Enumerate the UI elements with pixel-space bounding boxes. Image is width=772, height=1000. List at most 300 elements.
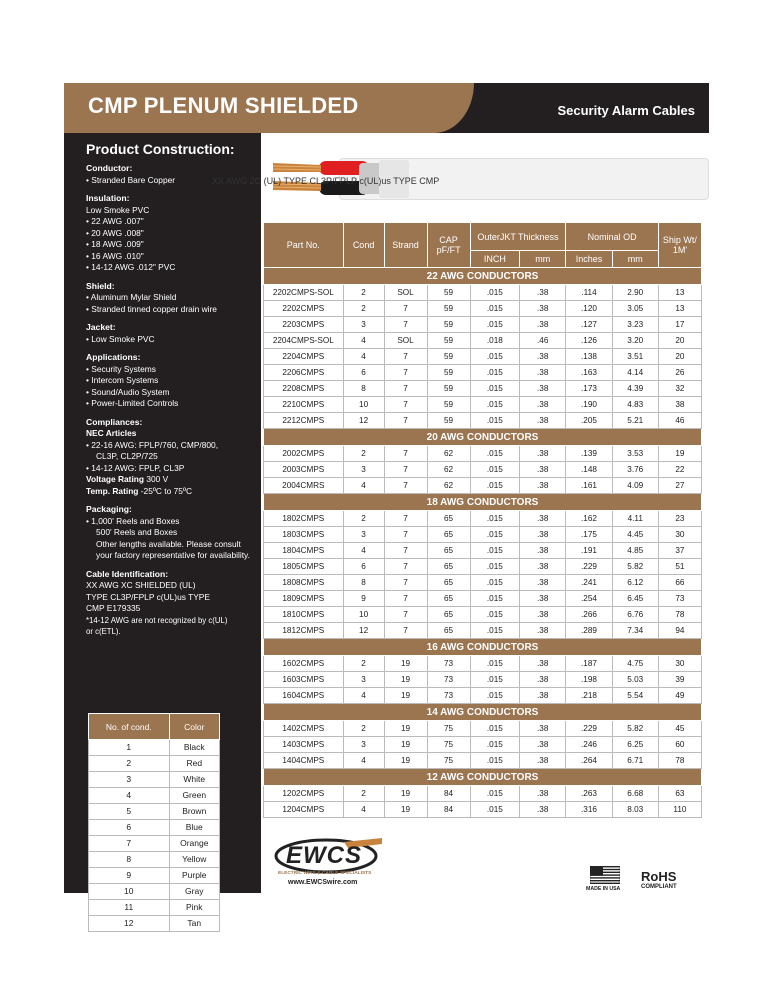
insulation-section [86,193,253,274]
jacket-mm: .38 [520,672,566,688]
jacket-inch: .015 [470,802,520,818]
jacket-inch: .015 [470,527,520,543]
jacket-inch: .015 [470,301,520,317]
capacitance: 65 [427,591,470,607]
ship-weight: 39 [658,672,701,688]
part-number: 1802CMPS [264,511,344,527]
capacitance: 59 [427,333,470,349]
nominal-od-header: Nominal OD [566,223,659,251]
application-line: • Security Systems [86,363,156,374]
conductor-color: Gray [169,884,219,900]
conductor-color: Blue [169,820,219,836]
inches-header: Inches [566,251,612,268]
table-row [264,511,702,527]
od-inches: .263 [566,786,612,802]
conductor-color: Green [169,788,219,804]
strand: 19 [384,656,427,672]
compliances-section [86,417,253,498]
part-number: 2208CMPS [264,381,344,397]
page-subtitle: Security Alarm Cables [557,103,695,118]
ship-weight: 46 [658,413,701,429]
jacket-inch: .015 [470,656,520,672]
part-number: 2204CMPS [264,349,344,365]
part-number: 2004CMRS [264,478,344,494]
od-mm: 3.05 [612,301,658,317]
od-inches: .163 [566,365,612,381]
od-mm: 3.76 [612,462,658,478]
jacket-line: • Low Smoke PVC [86,333,155,344]
conductor-count: 9 [343,591,384,607]
conductor-number: 2 [89,756,170,772]
temp-rating [86,486,253,498]
capacitance: 59 [427,301,470,317]
od-inches: .138 [566,349,612,365]
conductor-number: 10 [89,884,170,900]
conductor-color: Brown [169,804,219,820]
table-row [264,721,702,737]
insulation-line: Low Smoke PVC [86,204,150,215]
part-number: 1803CMPS [264,527,344,543]
jacket-mm: .38 [520,349,566,365]
strand-header: Strand [384,223,427,268]
identification-line: XX AWG XC SHIELDED (UL) [86,580,196,590]
table-row [264,543,702,559]
color-row [89,868,220,884]
identification-note: *14-12 AWG are not recognized by c(UL) [86,615,228,625]
ship-weight: 30 [658,656,701,672]
strand: 19 [384,786,427,802]
od-mm: 6.12 [612,575,658,591]
shield-section [86,281,253,316]
part-number: 1404CMPS [264,753,344,769]
ship-weight: 45 [658,721,701,737]
jacket-inch: .015 [470,365,520,381]
strand: 19 [384,802,427,818]
conductor-number: 12 [89,916,170,932]
color-row [89,804,220,820]
ship-weight: 37 [658,543,701,559]
conductor-count: 4 [343,802,384,818]
applications-title: Applications: [86,352,141,362]
insulation-line: • 20 AWG .008" [86,227,144,238]
table-row [264,559,702,575]
od-mm: 5.82 [612,721,658,737]
jacket-mm: .38 [520,285,566,301]
page-title: CMP PLENUM SHIELDED [88,93,359,118]
packaging-line: 500' Reels and Boxes [96,527,178,537]
jacket-inch: .015 [470,623,520,639]
od-inches: .241 [566,575,612,591]
od-mm: 6.71 [612,753,658,769]
od-inches: .114 [566,285,612,301]
ship-weight: 20 [658,333,701,349]
od-inches: .126 [566,333,612,349]
capacitance: 75 [427,737,470,753]
jacket-inch: .015 [470,446,520,462]
ship-weight: 19 [658,446,701,462]
conductor-count: 6 [343,559,384,575]
table-row [264,672,702,688]
part-number: 1202CMPS [264,786,344,802]
capacitance: 65 [427,623,470,639]
capacitance: 65 [427,607,470,623]
conductor-number: 6 [89,820,170,836]
color-row [89,836,220,852]
ship-weight: 26 [658,365,701,381]
conductor-count: 4 [343,543,384,559]
table-row [264,381,702,397]
conductor-count: 10 [343,607,384,623]
strand: 19 [384,721,427,737]
ship-weight: 30 [658,527,701,543]
ship-weight: 22 [658,462,701,478]
rohs-compliant: COMPLIANT [641,884,677,890]
strand: 19 [384,753,427,769]
insulation-line: • 14-12 AWG .012" PVC [86,262,176,272]
spec-table [263,222,702,818]
ship-weight-header: Ship Wt/ 1M' [658,223,701,268]
applications-section [86,352,253,410]
od-mm: 4.83 [612,397,658,413]
part-no-header: Part No. [264,223,344,268]
od-mm: 4.45 [612,527,658,543]
capacitance: 59 [427,317,470,333]
conductor-count: 2 [343,301,384,317]
insulation-line: • 18 AWG .009" [86,239,144,249]
ship-weight: 110 [658,802,701,818]
od-inches: .266 [566,607,612,623]
compliance-line: • 22-16 AWG: FPLP/760, CMP/800, [86,439,219,450]
conductor-count: 2 [343,511,384,527]
jacket-inch: .015 [470,462,520,478]
od-mm: 6.68 [612,786,658,802]
part-number: 2210CMPS [264,397,344,413]
conductor-count: 4 [343,753,384,769]
capacitance: 59 [427,413,470,429]
conductor-color: Tan [169,916,219,932]
jacket-mm: .38 [520,721,566,737]
strand: 7 [384,559,427,575]
conductor-count: 3 [343,527,384,543]
jacket-mm: .38 [520,317,566,333]
jacket-mm: .38 [520,446,566,462]
jacket-mm: .38 [520,381,566,397]
jacket-inch: .015 [470,349,520,365]
jacket-inch: .015 [470,413,520,429]
od-mm: 4.75 [612,656,658,672]
conductor-number: 5 [89,804,170,820]
mm-header: mm [612,251,658,268]
ship-weight: 78 [658,753,701,769]
jacket-mm: .38 [520,543,566,559]
part-number: 1403CMPS [264,737,344,753]
compliance-line: • 14-12 AWG: FPLP, CL3P [86,462,185,473]
conductor-number: 7 [89,836,170,852]
od-inches: .190 [566,397,612,413]
od-mm: 6.25 [612,737,658,753]
ship-weight: 20 [658,349,701,365]
od-inches: .139 [566,446,612,462]
strand: 7 [384,413,427,429]
conductor-count: 2 [343,446,384,462]
color-row [89,788,220,804]
capacitance: 84 [427,786,470,802]
od-inches: .246 [566,737,612,753]
part-number: 1810CMPS [264,607,344,623]
packaging-title: Packaging: [86,504,132,514]
conductor-count: 12 [343,623,384,639]
color-table-header: No. of cond. [89,714,170,740]
color-row [89,820,220,836]
capacitance: 59 [427,397,470,413]
conductor-color: Black [169,740,219,756]
table-row [264,301,702,317]
part-number: 1809CMPS [264,591,344,607]
ship-weight: 13 [658,285,701,301]
ship-weight: 38 [658,397,701,413]
conductor-color: White [169,772,219,788]
color-row [89,916,220,932]
part-number: 2202CMPS [264,301,344,317]
awg-group-title: 22 AWG CONDUCTORS [264,268,702,285]
strand: 7 [384,527,427,543]
ship-weight: 23 [658,511,701,527]
packaging-line: • 1,000' Reels and Boxes [86,515,180,526]
capacitance: 73 [427,688,470,704]
od-mm: 3.51 [612,349,658,365]
awg-group-row [264,429,702,446]
awg-group-row [264,769,702,786]
shield-line: • Aluminum Mylar Shield [86,292,177,302]
application-line: • Sound/Audio System [86,386,170,397]
od-inches: .254 [566,591,612,607]
strand: 7 [384,397,427,413]
voltage-value: 300 V [146,474,169,484]
ewcs-logo [274,836,384,886]
jacket-inch: .015 [470,381,520,397]
jacket-mm: .38 [520,527,566,543]
capacitance: 65 [427,511,470,527]
jacket-mm: .38 [520,802,566,818]
conductor-color: Red [169,756,219,772]
cable-print: XX AWG 2C (UL) TYPE CL3P/FPLP c(UL)us TYPE CMP [212,176,440,186]
capacitance: 59 [427,365,470,381]
part-number: 1602CMPS [264,656,344,672]
strand: 7 [384,511,427,527]
conductor-number: 9 [89,868,170,884]
jacket-mm: .38 [520,591,566,607]
conductor-count: 4 [343,688,384,704]
conductor-count: 2 [343,721,384,737]
jacket-mm: .38 [520,397,566,413]
ship-weight: 94 [658,623,701,639]
temp-label: Temp. Rating [86,485,139,496]
capacitance: 65 [427,559,470,575]
rohs-mark: RoHS [641,869,677,884]
table-row [264,786,702,802]
table-row [264,446,702,462]
strand: 7 [384,623,427,639]
od-mm: 4.85 [612,543,658,559]
jacket-inch: .015 [470,543,520,559]
od-mm: 4.14 [612,365,658,381]
usa-flag-icon [590,866,620,884]
capacitance: 65 [427,527,470,543]
compliances-title: Compliances: [86,416,143,427]
jacket-mm: .46 [520,333,566,349]
conductor-count: 8 [343,381,384,397]
color-row [89,756,220,772]
jacket-mm: .38 [520,656,566,672]
ship-weight: 17 [658,317,701,333]
jacket-mm: .38 [520,575,566,591]
jacket-inch: .015 [470,397,520,413]
od-inches: .229 [566,721,612,737]
awg-group-title: 12 AWG CONDUCTORS [264,769,702,786]
awg-group-title: 14 AWG CONDUCTORS [264,704,702,721]
ship-weight: 78 [658,607,701,623]
table-row [264,413,702,429]
strand: 7 [384,349,427,365]
jacket-inch: .015 [470,721,520,737]
jacket-inch: .018 [470,333,520,349]
conductor-count: 3 [343,462,384,478]
strand: 19 [384,737,427,753]
jacket-inch: .015 [470,511,520,527]
capacitance: 59 [427,381,470,397]
od-mm: 2.90 [612,285,658,301]
strand: 7 [384,478,427,494]
table-row [264,575,702,591]
packaging-line: Other lengths available. Please consult [96,538,241,549]
conductor-number: 11 [89,900,170,916]
conductor-color: Pink [169,900,219,916]
strand: 7 [384,575,427,591]
awg-group-title: 16 AWG CONDUCTORS [264,639,702,656]
conductor-count: 3 [343,672,384,688]
od-mm: 5.82 [612,559,658,575]
od-inches: .218 [566,688,612,704]
conductor-number: 3 [89,772,170,788]
jacket-mm: .38 [520,737,566,753]
strand: 19 [384,688,427,704]
table-row [264,397,702,413]
od-inches: .187 [566,656,612,672]
jacket-mm: .38 [520,688,566,704]
part-number: 1808CMPS [264,575,344,591]
jacket-inch: .015 [470,317,520,333]
part-number: 1804CMPS [264,543,344,559]
identification-line: TYPE CL3P/FPLP c(UL)us TYPE [86,591,210,602]
jacket-mm: .38 [520,786,566,802]
part-number: 2212CMPS [264,413,344,429]
jacket-inch: .015 [470,559,520,575]
table-row [264,285,702,301]
jacket-inch: .015 [470,591,520,607]
od-inches: .205 [566,413,612,429]
od-inches: .120 [566,301,612,317]
conductor-color: Purple [169,868,219,884]
jacket-mm: .38 [520,607,566,623]
table-row [264,527,702,543]
logo-text: EWCS [286,842,362,869]
insulation-line: • 16 AWG .010" [86,250,144,261]
spec-sheet [64,83,709,928]
od-inches: .127 [566,317,612,333]
application-line: • Power-Limited Controls [86,398,179,408]
conductor-count: 2 [343,786,384,802]
color-code-table [88,713,220,932]
table-row [264,802,702,818]
od-inches: .191 [566,543,612,559]
part-number: 1805CMPS [264,559,344,575]
conductor-count: 4 [343,478,384,494]
table-row [264,462,702,478]
conductor-count: 8 [343,575,384,591]
capacitance: 73 [427,672,470,688]
strand: 7 [384,607,427,623]
part-number: 2203CMPS [264,317,344,333]
awg-group-title: 20 AWG CONDUCTORS [264,429,702,446]
od-mm: 5.54 [612,688,658,704]
awg-group-row [264,268,702,285]
od-inches: .198 [566,672,612,688]
inch-header: INCH [470,251,520,268]
part-number: 1603CMPS [264,672,344,688]
jacket-mm: .38 [520,462,566,478]
jacket-mm: .38 [520,753,566,769]
capacitance: 65 [427,575,470,591]
strand: 19 [384,672,427,688]
strand: 7 [384,591,427,607]
jacket-mm: .38 [520,511,566,527]
jacket-mm: .38 [520,365,566,381]
ship-weight: 60 [658,737,701,753]
jacket-inch: .015 [470,786,520,802]
temp-value: -25ºC to 75ºC [140,485,193,496]
od-inches: .162 [566,511,612,527]
capacitance: 59 [427,349,470,365]
capacitance: 84 [427,802,470,818]
capacitance: 59 [427,285,470,301]
color-row [89,900,220,916]
od-inches: .289 [566,623,612,639]
conductor-count: 10 [343,397,384,413]
header-banner [64,83,709,133]
conductor-count: 12 [343,413,384,429]
awg-group-row [264,704,702,721]
jacket-inch: .015 [470,607,520,623]
color-row [89,852,220,868]
nec-articles: NEC Articles [86,428,137,438]
construction-heading: Product Construction: [86,141,235,157]
jacket-section [86,322,253,345]
od-inches: .173 [566,381,612,397]
identification-note: or c(ETL). [86,626,121,636]
table-row [264,317,702,333]
table-row [264,365,702,381]
part-number: 2003CMPS [264,462,344,478]
awg-group-row [264,639,702,656]
jacket-mm: .38 [520,478,566,494]
jacket-title: Jacket: [86,322,116,332]
conductor-count: 2 [343,285,384,301]
conductor-count: 4 [343,333,384,349]
od-mm: 3.23 [612,317,658,333]
table-row [264,656,702,672]
od-mm: 5.03 [612,672,658,688]
jacket-inch: .015 [470,737,520,753]
